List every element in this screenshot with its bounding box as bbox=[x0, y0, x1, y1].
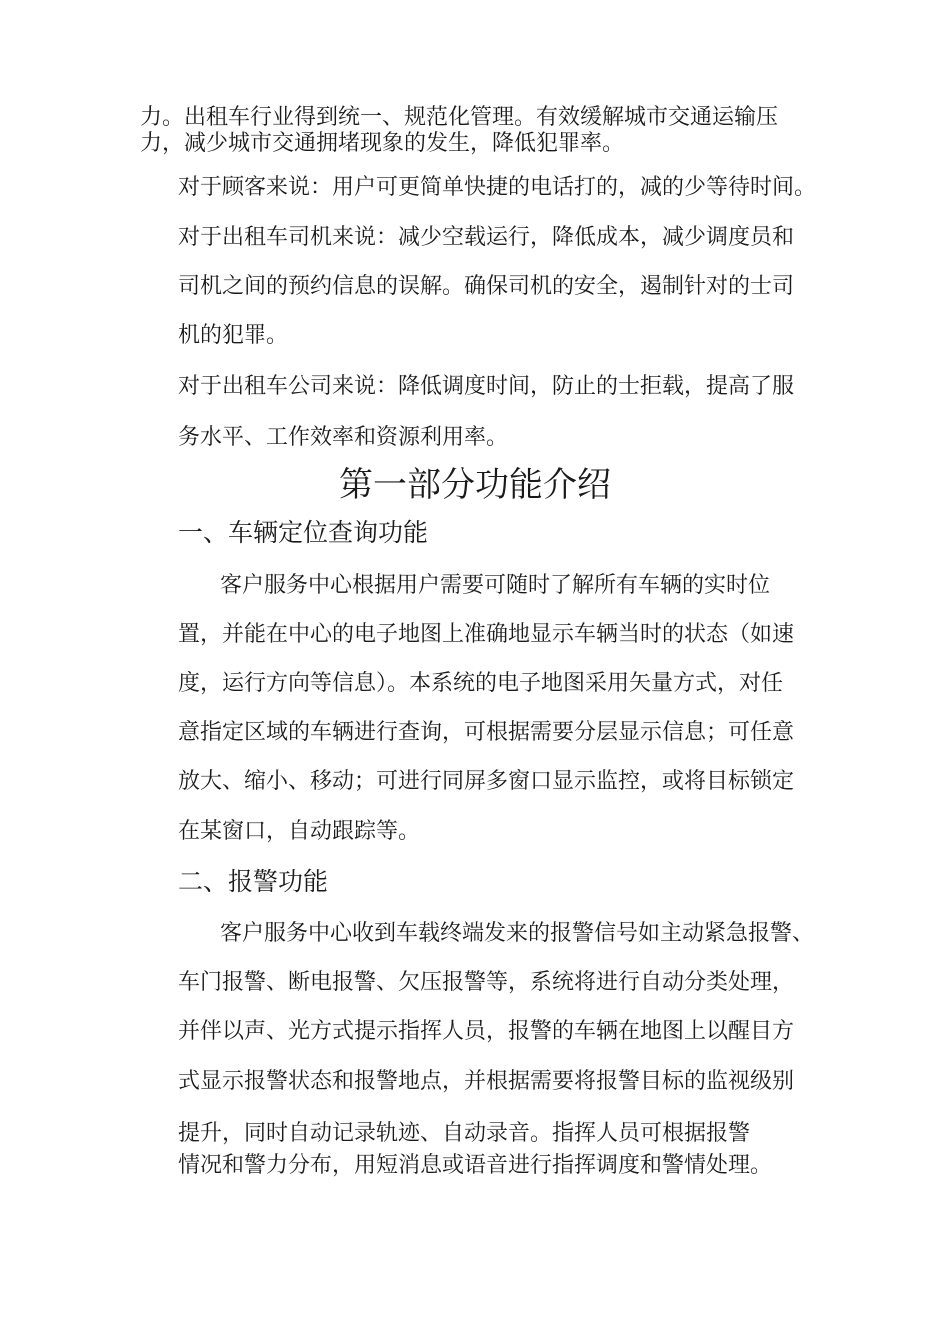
section2-title: 二、报警功能 bbox=[178, 867, 329, 896]
section2-line-4: 式显示报警状态和报警地点，并根据需要将报警目标的监视级别 bbox=[178, 1069, 795, 1094]
section2-line-1: 客户服务中心收到车载终端发来的报警信号如主动紧急报警、 bbox=[220, 921, 815, 946]
section1-line-4: 意指定区域的车辆进行查询，可根据需要分层显示信息；可任意 bbox=[178, 720, 795, 745]
part-title: 第一部分功能介绍 bbox=[339, 465, 611, 505]
section1-line-6: 在某窗口，自动跟踪等。 bbox=[178, 819, 421, 844]
customers-paragraph: 对于顾客来说：用户可更简单快捷的电话打的，减的少等待时间。 bbox=[178, 175, 817, 200]
section1-title: 一、车辆定位查询功能 bbox=[178, 518, 429, 547]
section1-line-5: 放大、缩小、移动；可进行同屏多窗口显示监控，或将目标锁定 bbox=[178, 769, 795, 794]
companies-line-2: 务水平、工作效率和资源利用率。 bbox=[178, 425, 509, 450]
section1-line-1: 客户服务中心根据用户需要可随时了解所有车辆的实时位 bbox=[220, 573, 771, 598]
section2-line-5: 提升，同时自动记录轨迹、自动录音。指挥人员可根据报警 bbox=[178, 1121, 751, 1146]
section1-line-2: 置，并能在中心的电子地图上准确地显示车辆当时的状态（如速 bbox=[178, 622, 795, 647]
intro-line-2: 力，减少城市交通拥堵现象的发生，降低犯罪率。 bbox=[140, 131, 625, 156]
section2-line-6: 情况和警力分布，用短消息或语音进行指挥调度和警情处理。 bbox=[178, 1153, 773, 1178]
intro-line-1: 力。出租车行业得到统一、规范化管理。有效缓解城市交通运输压 bbox=[140, 105, 779, 130]
drivers-line-3: 机的犯罪。 bbox=[178, 323, 289, 348]
section2-line-2: 车门报警、断电报警、欠压报警等，系统将进行自动分类处理， bbox=[178, 970, 795, 995]
drivers-line-2: 司机之间的预约信息的误解。确保司机的安全，遏制针对的士司 bbox=[178, 274, 795, 299]
companies-line-1: 对于出租车公司来说：降低调度时间，防止的士拒载，提高了服 bbox=[178, 374, 795, 399]
section2-line-3: 并伴以声、光方式提示指挥人员，报警的车辆在地图上以醒目方 bbox=[178, 1019, 795, 1044]
drivers-line-1: 对于出租车司机来说：减少空载运行，降低成本，减少调度员和 bbox=[178, 225, 795, 250]
section1-line-3: 度，运行方向等信息）。本系统的电子地图采用矢量方式，对任 bbox=[178, 671, 784, 696]
